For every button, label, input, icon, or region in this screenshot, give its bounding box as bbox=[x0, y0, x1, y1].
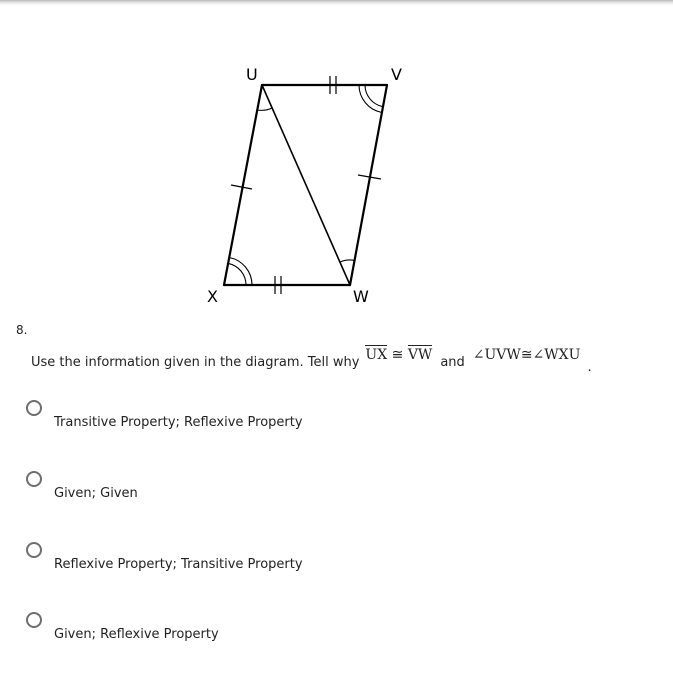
vertex-label-x: X bbox=[207, 287, 218, 306]
congruent-symbol: ≅ bbox=[391, 347, 404, 363]
vertex-label-v: V bbox=[391, 65, 402, 84]
prompt-period: . bbox=[587, 360, 592, 375]
angle-congruence bbox=[473, 347, 581, 363]
answer-option-label: Given; Given bbox=[54, 486, 138, 501]
angle-uvw: ∠UVW bbox=[472, 347, 521, 363]
question-number: 8. bbox=[16, 323, 28, 337]
angle-arc-u bbox=[257, 108, 272, 110]
side-xu bbox=[224, 85, 262, 285]
radio-button-3[interactable] bbox=[26, 542, 42, 558]
answer-option-label: Transitive Property; Reflexive Property bbox=[54, 415, 303, 430]
side-vw bbox=[350, 85, 387, 285]
congruent-symbol-angles: ≅ bbox=[520, 347, 533, 363]
answer-option-4[interactable] bbox=[26, 612, 426, 652]
answer-option-label: Reflexive Property; Transitive Property bbox=[54, 557, 303, 572]
answer-option-3[interactable] bbox=[26, 542, 426, 582]
and-word: and bbox=[440, 355, 465, 370]
radio-button-2[interactable] bbox=[26, 471, 42, 487]
parallelogram-diagram bbox=[0, 0, 673, 320]
angle-arc-x-inner bbox=[228, 263, 246, 285]
segment-ux: UX bbox=[365, 347, 388, 363]
question-prompt bbox=[31, 344, 592, 375]
angle-arc-w bbox=[340, 260, 355, 262]
answer-option-1[interactable] bbox=[26, 400, 426, 440]
angle-wxu: ∠WXU bbox=[532, 347, 581, 363]
segment-congruence bbox=[365, 347, 432, 363]
vertex-label-u: U bbox=[246, 65, 258, 84]
prompt-text: Use the information given in the diagram. Tell why bbox=[31, 355, 360, 370]
radio-button-4[interactable] bbox=[26, 612, 42, 628]
radio-button-1[interactable] bbox=[26, 400, 42, 416]
vertex-label-w: W bbox=[353, 287, 369, 306]
segment-vw: VW bbox=[407, 347, 433, 363]
diagonal-uw bbox=[262, 85, 350, 285]
answer-option-2[interactable] bbox=[26, 471, 426, 511]
answer-option-label: Given; Reflexive Property bbox=[54, 627, 219, 642]
angle-arc-v-inner bbox=[365, 85, 383, 107]
